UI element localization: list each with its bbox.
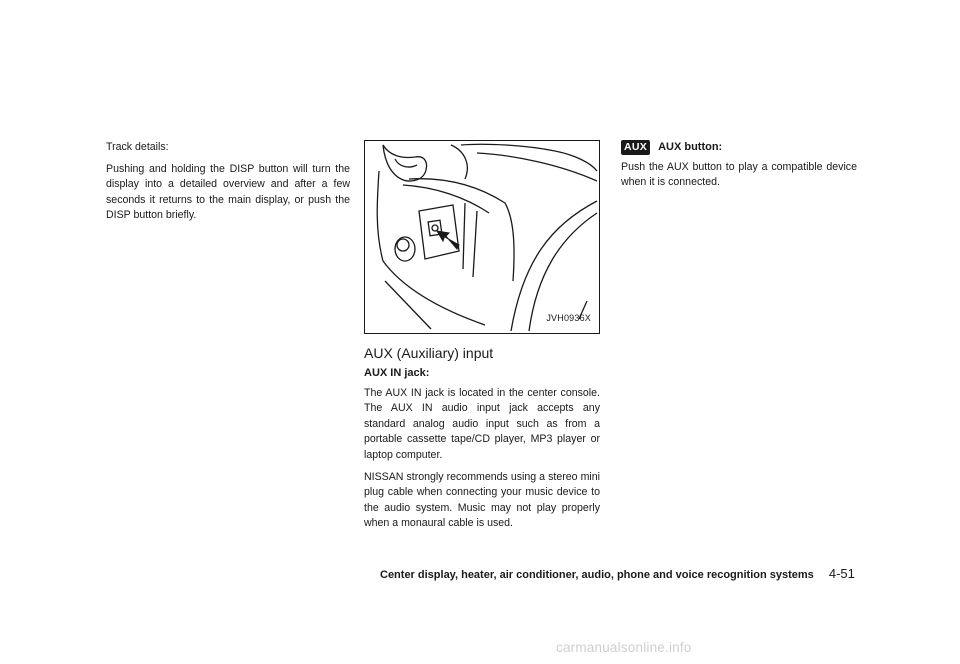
middle-column: [364, 140, 600, 538]
right-column: [621, 140, 857, 197]
aux-jack-paragraph-1: The AUX IN jack is located in the center console. The AUX IN audio input jack accepts any standard analog audio input such as from a portable cassette tape/CD player, MP3 player or laptop computer.: [364, 386, 600, 461]
aux-input-heading: AUX (Auxiliary) input: [364, 345, 494, 361]
watermark: carmanualsonline.info: [556, 640, 692, 655]
aux-jack-paragraph-2: NISSAN strongly recommends using a stereo mini plug cable when connecting your music device to the audio system. Music may not play properly when a monaural cable is used.: [364, 470, 600, 530]
aux-button-paragraph: Push the AUX button to play a compatible device when it is connected.: [621, 160, 857, 189]
track-details-label: Track details:: [106, 141, 169, 153]
center-console-drawing: [365, 141, 598, 332]
footer-section-title: Center display, heater, air conditioner, audio, phone and voice recognition systems: [380, 569, 814, 581]
page-number: 4-51: [828, 566, 855, 581]
aux-button-heading-row: [621, 140, 857, 156]
aux-in-jack-subhead: AUX IN jack:: [364, 367, 430, 379]
aux-jack-illustration: [364, 140, 600, 334]
aux-button-icon: AUX: [621, 140, 650, 155]
figure-code: JVH0936X: [546, 313, 591, 324]
aux-button-title: AUX button:: [658, 141, 723, 153]
track-details-paragraph: Pushing and holding the DISP button will turn the display into a detailed overview and after a few seconds it returns to the main display, or push the DISP button briefly.: [106, 162, 350, 222]
page-footer: [380, 566, 860, 581]
left-column: [106, 140, 350, 230]
